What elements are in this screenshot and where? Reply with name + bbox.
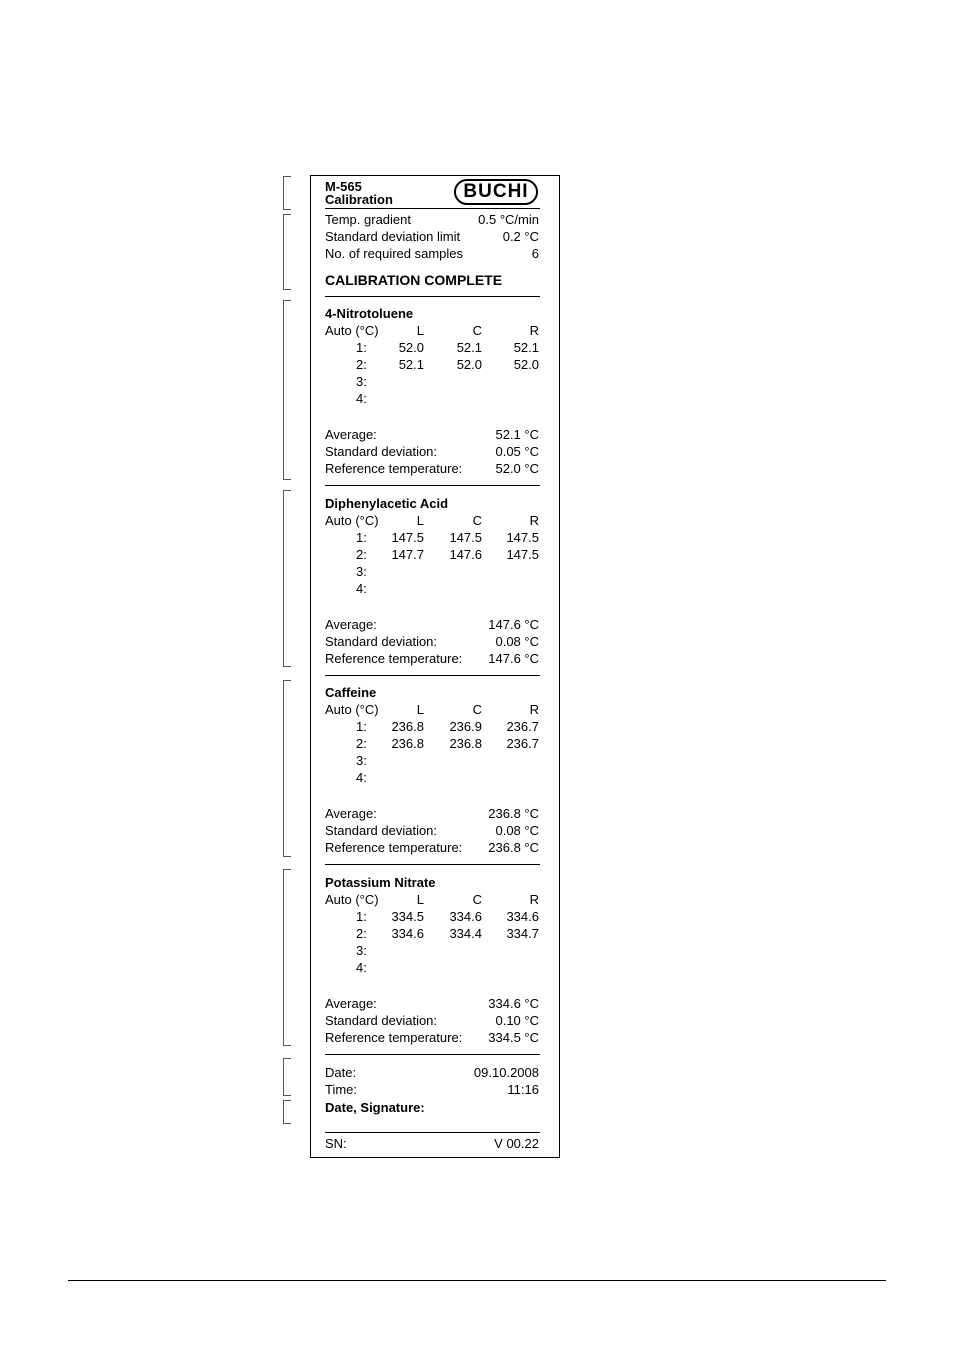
column-header-r: R [529, 323, 539, 338]
average-label: Average: [325, 996, 377, 1011]
row-index: 3: [356, 374, 367, 389]
calibration-status: CALIBRATION COMPLETE [325, 272, 503, 288]
row-index: 1: [356, 719, 367, 734]
row-index: 3: [356, 564, 367, 579]
row-index: 3: [356, 753, 367, 768]
row-index: 3: [356, 943, 367, 958]
average-value: 147.6 °C [488, 617, 539, 632]
value-right: 52.1 [513, 340, 539, 355]
date-label: Date: [325, 1065, 357, 1080]
divider [325, 1054, 540, 1055]
value-left: 147.5 [391, 530, 424, 545]
section-bracket [283, 490, 291, 667]
sd-limit-value: 0.2 °C [502, 229, 539, 244]
section-bracket [283, 680, 291, 857]
std-dev-value: 0.08 °C [495, 823, 539, 838]
value-center: 334.6 [449, 909, 482, 924]
column-header-r: R [529, 702, 539, 717]
value-left: 236.8 [391, 719, 424, 734]
column-header-c: C [472, 892, 482, 907]
value-right: 334.6 [506, 909, 539, 924]
row-index: 1: [356, 530, 367, 545]
value-right: 236.7 [506, 736, 539, 751]
value-left: 52.0 [398, 340, 424, 355]
row-index: 2: [356, 547, 367, 562]
average-label: Average: [325, 617, 377, 632]
value-center: 147.6 [449, 547, 482, 562]
reference-label: Reference temperature: [325, 1030, 463, 1045]
value-left: 334.6 [391, 926, 424, 941]
value-center: 236.8 [449, 736, 482, 751]
auto-label: Auto (°C) [325, 702, 379, 717]
row-index: 4: [356, 770, 367, 785]
time-value: 11:16 [507, 1082, 539, 1097]
row-index: 1: [356, 340, 367, 355]
column-header-l: L [416, 323, 424, 338]
average-value: 52.1 °C [495, 427, 539, 442]
row-index: 4: [356, 581, 367, 596]
printout-title: Calibration [325, 192, 393, 207]
reference-label: Reference temperature: [325, 461, 463, 476]
divider [325, 675, 540, 676]
calibration-printout [310, 175, 560, 1158]
auto-label: Auto (°C) [325, 513, 379, 528]
date-value: 09.10.2008 [473, 1065, 539, 1080]
auto-label: Auto (°C) [325, 892, 379, 907]
average-value: 334.6 °C [488, 996, 539, 1011]
substance-name: 4-Nitrotoluene [325, 306, 414, 321]
reference-label: Reference temperature: [325, 651, 463, 666]
column-header-l: L [416, 892, 424, 907]
value-left: 52.1 [398, 357, 424, 372]
divider [325, 296, 540, 297]
std-dev-value: 0.05 °C [495, 444, 539, 459]
gradient-label: Temp. gradient [325, 212, 411, 227]
column-header-l: L [416, 513, 424, 528]
column-header-c: C [472, 323, 482, 338]
row-index: 1: [356, 909, 367, 924]
column-header-c: C [472, 513, 482, 528]
section-bracket [283, 176, 291, 210]
substance-name: Caffeine [325, 685, 377, 700]
gradient-value: 0.5 °C/min [478, 212, 539, 227]
row-index: 4: [356, 960, 367, 975]
substance-name: Diphenylacetic Acid [325, 496, 449, 511]
samples-label: No. of required samples [325, 246, 464, 261]
time-label: Time: [325, 1082, 358, 1097]
reference-value: 52.0 °C [495, 461, 539, 476]
divider [325, 864, 540, 865]
samples-value: 6 [531, 246, 539, 261]
std-dev-label: Standard deviation: [325, 634, 438, 649]
row-index: 2: [356, 736, 367, 751]
value-right: 147.5 [506, 547, 539, 562]
value-right: 334.7 [506, 926, 539, 941]
column-header-c: C [472, 702, 482, 717]
value-right: 236.7 [506, 719, 539, 734]
value-center: 147.5 [449, 530, 482, 545]
std-dev-label: Standard deviation: [325, 1013, 438, 1028]
section-bracket [283, 214, 291, 290]
reference-value: 236.8 °C [488, 840, 539, 855]
value-right: 52.0 [513, 357, 539, 372]
sd-limit-label: Standard deviation limit [325, 229, 461, 244]
value-right: 147.5 [506, 530, 539, 545]
std-dev-label: Standard deviation: [325, 823, 438, 838]
substance-name: Potassium Nitrate [325, 875, 436, 890]
std-dev-value: 0.08 °C [495, 634, 539, 649]
std-dev-label: Standard deviation: [325, 444, 438, 459]
reference-value: 334.5 °C [488, 1030, 539, 1045]
value-center: 334.4 [449, 926, 482, 941]
section-bracket [283, 1100, 291, 1124]
signature-label: Date, Signature: [325, 1100, 425, 1115]
serial-label: SN: [325, 1136, 347, 1151]
column-header-r: R [529, 892, 539, 907]
section-bracket [283, 1058, 291, 1096]
version-value: V 00.22 [494, 1136, 539, 1151]
row-index: 4: [356, 391, 367, 406]
section-bracket [283, 869, 291, 1046]
average-value: 236.8 °C [488, 806, 539, 821]
row-index: 2: [356, 926, 367, 941]
reference-value: 147.6 °C [488, 651, 539, 666]
section-bracket [283, 300, 291, 480]
page-footer-rule [68, 1280, 886, 1281]
value-center: 52.1 [456, 340, 482, 355]
model-number: M-565 [325, 179, 362, 194]
value-left: 147.7 [391, 547, 424, 562]
column-header-r: R [529, 513, 539, 528]
average-label: Average: [325, 806, 377, 821]
divider [325, 208, 540, 209]
buchi-logo: BUCHI [454, 179, 538, 205]
std-dev-value: 0.10 °C [495, 1013, 539, 1028]
row-index: 2: [356, 357, 367, 372]
value-left: 334.5 [391, 909, 424, 924]
divider [325, 1132, 540, 1133]
value-left: 236.8 [391, 736, 424, 751]
value-center: 236.9 [449, 719, 482, 734]
average-label: Average: [325, 427, 377, 442]
divider [325, 485, 540, 486]
reference-label: Reference temperature: [325, 840, 463, 855]
value-center: 52.0 [456, 357, 482, 372]
auto-label: Auto (°C) [325, 323, 379, 338]
column-header-l: L [416, 702, 424, 717]
